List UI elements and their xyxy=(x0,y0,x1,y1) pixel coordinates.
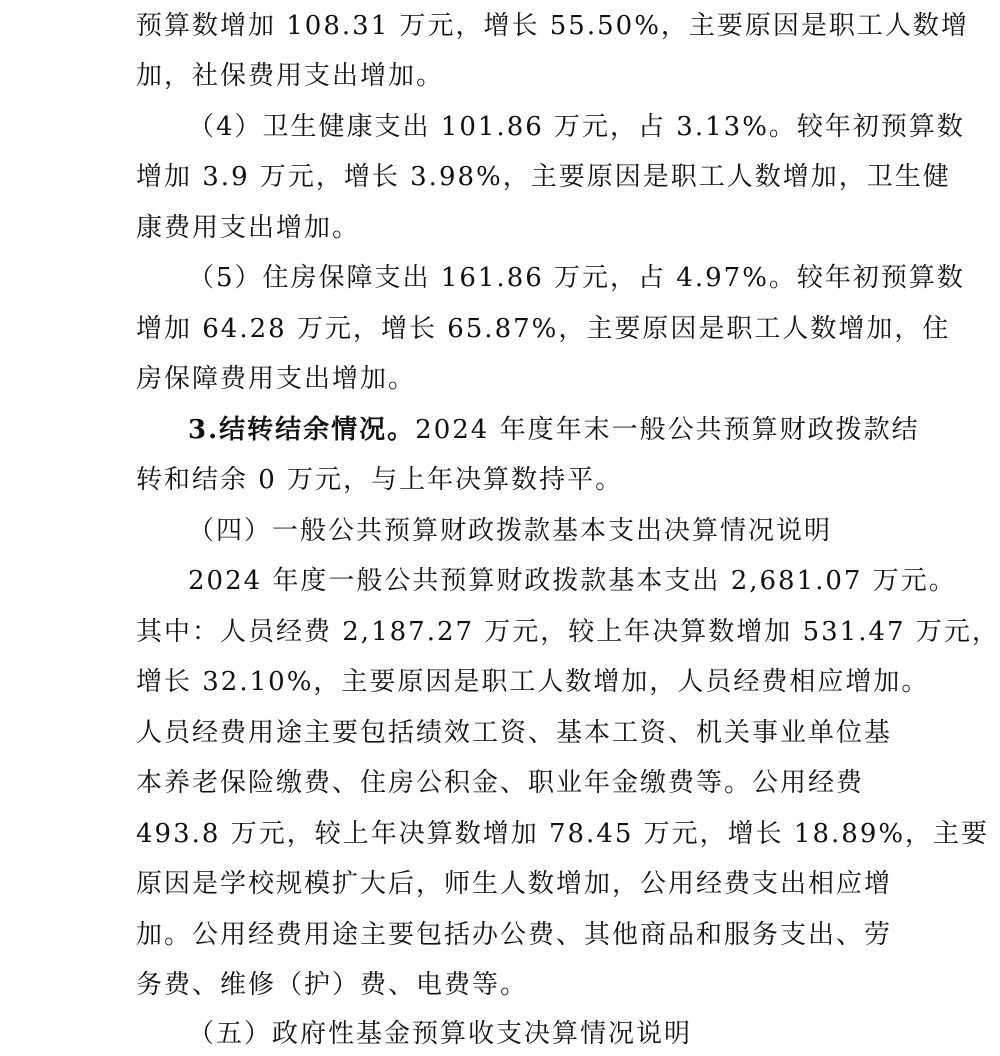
paragraph-line: 康费用支出增加。 xyxy=(136,213,361,243)
paragraph-line: 增加 64.28 万元，增长 65.87%，主要原因是职工人数增加，住 xyxy=(136,314,951,344)
section-3-text: 2024 年度年末一般公共预算财政拨款结 xyxy=(415,415,920,445)
paragraph-line: 本养老保险缴费、住房公积金、职业年金缴费等。公用经费 xyxy=(136,768,865,798)
paragraph-line: （5）住房保障支出 161.86 万元，占 4.97%。较年初预算数 xyxy=(188,263,965,293)
paragraph-line: 房保障费用支出增加。 xyxy=(136,364,417,394)
section-3-line xyxy=(188,410,920,450)
section-3-heading: 3.结转结余情况。 xyxy=(188,415,416,445)
paragraph-line: 原因是学校规模扩大后，师生人数增加，公用经费支出相应增 xyxy=(136,869,893,899)
paragraph-line: 转和结余 0 万元，与上年决算数持平。 xyxy=(136,465,624,495)
paragraph-line: 加，社保费用支出增加。 xyxy=(136,61,445,91)
paragraph-line: 2024 年度一般公共预算财政拨款基本支出 2,681.07 万元。 xyxy=(188,566,957,596)
paragraph-line: 人员经费用途主要包括绩效工资、基本工资、机关事业单位基 xyxy=(136,718,893,748)
paragraph-line: 增加 3.9 万元，增长 3.98%，主要原因是职工人数增加，卫生健 xyxy=(136,162,951,192)
paragraph-line: 加。公用经费用途主要包括办公费、其他商品和服务支出、劳 xyxy=(136,920,893,950)
paragraph-line: 预算数增加 108.31 万元，增长 55.50%，主要原因是职工人数增 xyxy=(136,11,969,41)
paragraph-line: 其中：人员经费 2,187.27 万元，较上年决算数增加 531.47 万元， xyxy=(136,617,1000,647)
paragraph-line: 增长 32.10%，主要原因是职工人数增加，人员经费相应增加。 xyxy=(136,667,930,697)
section-heading-4: （四）一般公共预算财政拨款基本支出决算情况说明 xyxy=(188,516,833,546)
section-heading-5: （五）政府性基金预算收支决算情况说明 xyxy=(188,1019,693,1049)
paragraph-line: （4）卫生健康支出 101.86 万元，占 3.13%。较年初预算数 xyxy=(188,112,965,142)
paragraph-line: 493.8 万元，较上年决算数增加 78.45 万元，增长 18.89%，主要 xyxy=(136,819,990,849)
paragraph-line: 务费、维修（护）费、电费等。 xyxy=(136,970,529,1000)
